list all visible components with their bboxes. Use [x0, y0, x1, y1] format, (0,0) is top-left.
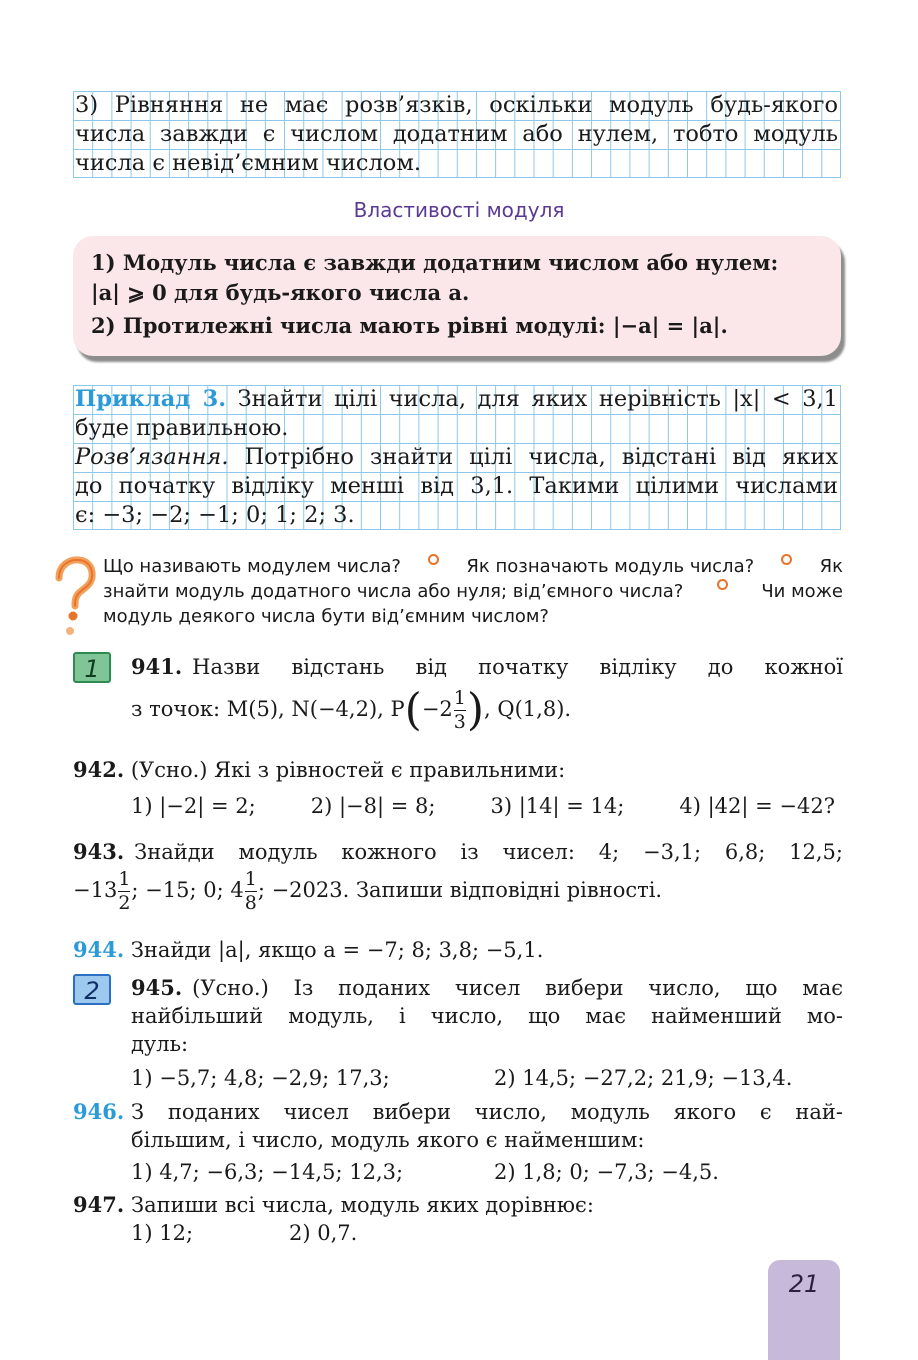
- option: 2) 14,5; −27,2; 21,9; −13,4.: [494, 1066, 793, 1090]
- denominator: 2: [118, 892, 131, 914]
- properties-box: [73, 236, 841, 356]
- exercise-941: [73, 653, 843, 736]
- exercise-942: [73, 756, 843, 820]
- exercise-number: 944.: [73, 937, 125, 962]
- exercise-text: З поданих чисел вибери число, модуль якого є най-: [131, 1100, 843, 1124]
- solution-label: Розв’язання.: [75, 444, 229, 470]
- exercise-line: [73, 870, 843, 913]
- exercise-line: [73, 756, 843, 784]
- page-number: 21: [788, 1270, 820, 1298]
- exercise-line: [73, 838, 843, 866]
- option: 3) |14| = 14;: [490, 794, 625, 818]
- option: 2) 0,7.: [289, 1221, 358, 1245]
- numerator: 1: [453, 687, 466, 709]
- exercise-line: більшим, і число, модуль якого є найменшим:: [131, 1128, 645, 1152]
- denominator: 3: [453, 711, 466, 733]
- bullet-icon: [428, 554, 439, 565]
- exercise-options: [73, 1219, 843, 1247]
- fraction: [245, 870, 257, 913]
- exercise-line: [73, 684, 843, 736]
- exercise-line: [73, 1098, 843, 1126]
- question: Як: [819, 556, 843, 577]
- exercise-text: Запиши всі числа, модуль яких дорівнює:: [131, 1193, 594, 1217]
- example-line: [73, 385, 840, 414]
- option: 1) 4,7; −6,3; −14,5; 12,3;: [131, 1160, 404, 1184]
- property-2: 2) Протилежні числа мають рівні модулі: |−a| = |a|.: [91, 313, 728, 338]
- exercise-text: (Усно.) Які з рівностей є правильними:: [130, 758, 566, 782]
- numerator: 1: [118, 868, 131, 890]
- solution-grid-box: [73, 91, 841, 178]
- mixed-whole: −2: [421, 697, 453, 721]
- example-grid-box: [73, 385, 841, 530]
- exercise-945: [73, 974, 843, 1092]
- bullet-icon: [781, 554, 792, 565]
- exercise-number: 943.: [73, 839, 125, 864]
- text-line: числа завжди є числом додатним або нулем, тобто модуль: [75, 121, 838, 147]
- exercise-text: Назви відстань від початку відліку до кожної: [192, 655, 843, 679]
- question: Що називають модулем числа?: [103, 556, 401, 577]
- property-1: 1) Модуль числа є завжди додатним числом або нулем:: [91, 250, 779, 275]
- exercise-text: ; −15; 0; 4: [131, 878, 244, 902]
- level-2-badge: 2: [73, 974, 111, 1005]
- example-line: буде правильною.: [75, 415, 289, 441]
- question: Чи може: [761, 581, 843, 602]
- question-line: [103, 579, 843, 604]
- fraction: [454, 689, 466, 732]
- option: 2) 1,8; 0; −7,3; −4,5.: [494, 1160, 719, 1184]
- exercise-944: [73, 936, 843, 964]
- right-paren: ): [466, 684, 485, 736]
- exercise-line: дуль:: [131, 1032, 189, 1056]
- example-task: Знайти цілі числа, для яких нерівність |x| < 3,1: [237, 386, 838, 412]
- option: 1) −5,7; 4,8; −2,9; 17,3;: [131, 1066, 390, 1090]
- question: Як позначають модуль числа?: [466, 556, 755, 577]
- exercise-line: [73, 974, 843, 1002]
- exercise-947: [73, 1191, 843, 1247]
- text-line: числа є невід’ємним числом.: [75, 150, 421, 176]
- exercise-options: [73, 1064, 843, 1092]
- example-line: [73, 443, 840, 472]
- exercise-text: (Усно.) Із поданих чисел вибери число, що має: [192, 976, 843, 1000]
- exercise-text: Знайди модуль кожного із чисел: 4; −3,1; 6,8; 12,5;: [134, 840, 843, 864]
- exercise-line: [73, 1191, 843, 1219]
- solution-text: Потрібно знайти цілі числа, відстані від яких: [244, 444, 839, 470]
- exercise-line: [73, 653, 843, 681]
- denominator: 8: [244, 892, 257, 914]
- option: 1) |−2| = 2;: [131, 794, 256, 818]
- exercise-number: 945.: [131, 975, 183, 1000]
- section-title: Властивості модуля: [353, 198, 565, 222]
- bullet-icon: [717, 579, 728, 590]
- text-line: 3) Рівняння не має розв’язків, оскільки модуль будь-якого: [75, 92, 838, 118]
- exercise-number: 946.: [73, 1099, 125, 1124]
- mixed-whole: −13: [73, 878, 118, 902]
- page-number-tab: [768, 1260, 840, 1360]
- exercise-number: 947.: [73, 1192, 125, 1217]
- example-line: до початку відліку менші від 3,1. Такими цілими числами: [75, 473, 838, 499]
- question-line: модуль деякого числа бути від’ємним числом?: [103, 606, 549, 627]
- question-mark-icon: [52, 556, 96, 638]
- exercise-options: [73, 1158, 843, 1186]
- question: знайти модуль додатного числа або нуля; від’ємного числа?: [103, 581, 684, 602]
- exercise-text: ; −2023. Запиши відповідні рівності.: [257, 878, 663, 902]
- exercise-options: [73, 792, 843, 820]
- example-line: є: −3; −2; −1; 0; 1; 2; 3.: [75, 502, 355, 528]
- exercise-number: 942.: [73, 757, 125, 782]
- question-line: [103, 554, 843, 579]
- level-1-badge: 1: [73, 652, 111, 683]
- left-paren: (: [404, 684, 422, 736]
- fraction: [118, 870, 130, 913]
- property-1-formula: |a| ⩾ 0 для будь-якого числа a.: [91, 280, 470, 305]
- exercise-number: 941.: [131, 654, 183, 679]
- exercise-line: найбільший модуль, і число, що має найменший мо-: [131, 1004, 843, 1028]
- exercise-text: з точок: M(5), N(−4,2), P: [131, 697, 405, 721]
- exercise-line: [73, 936, 843, 964]
- numerator: 1: [244, 868, 257, 890]
- example-label: Приклад 3.: [75, 386, 227, 412]
- option: 4) |42| = −42?: [679, 794, 835, 818]
- exercise-946: [73, 1098, 843, 1186]
- review-questions: [103, 554, 843, 629]
- exercise-943: [73, 838, 843, 913]
- exercise-text: Знайди |a|, якщо a = −7; 8; 3,8; −5,1.: [130, 938, 544, 962]
- option: 2) |−8| = 8;: [310, 794, 436, 818]
- option: 1) 12;: [131, 1221, 194, 1245]
- exercise-text: , Q(1,8).: [484, 697, 572, 721]
